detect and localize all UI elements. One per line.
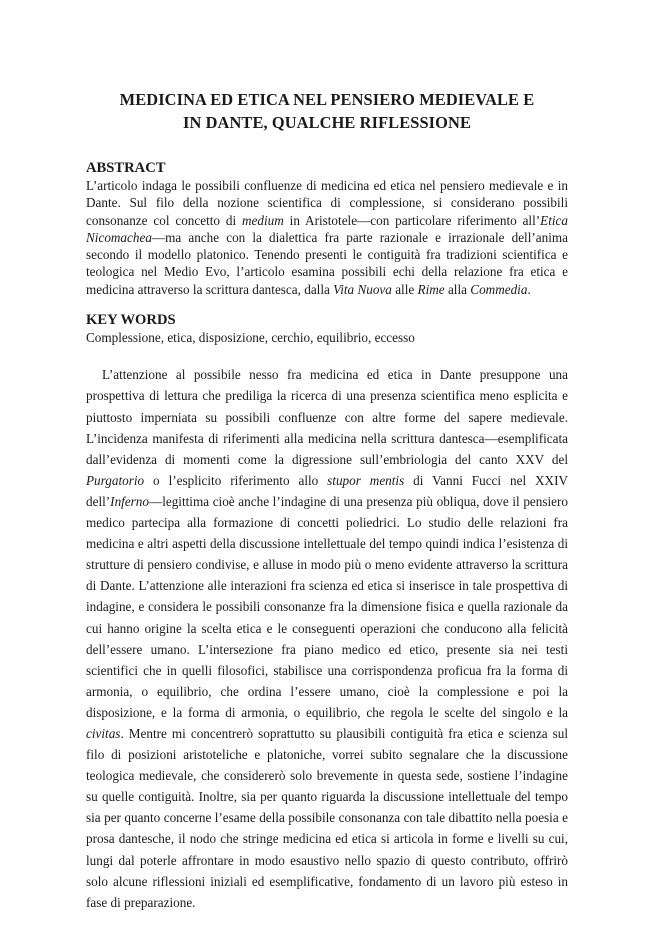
body-italic-title: Inferno [110,493,149,509]
abstract-italic-title: Commedia [470,281,528,297]
abstract-heading: ABSTRACT [86,160,166,176]
article-page [86,88,568,913]
body-text-segment: . Mentre mi concentrerò soprattutto su plausibili contiguità fra etica e scienza sul filo di posizioni aristoteliche e platoniche, vorrei subito segnalare che la discussione teologica medievale, che considererò solo brevemente in questa sede, sostiene l’indagine su quelle contiguità. Inoltre, sia per quanto riguarda la discussione intellettuale del tempo sia per quanto concerne l’esame della possibile consonanza con tale dibattito nella poesia e prosa dantesche, il nodo che stringe medicina ed etica si articola in forme e livelli su cui, lungi dal poterle affrontare in modo esaustivo nello spazio di questo contributo, offrirò solo alcune riflessioni iniziali ed esemplificative, fondamento di un lavoro più esteso in fase di preparazione. [86,725,568,910]
abstract-text-segment: —ma anche con la dialettica fra parte razionale e irrazionale dell’anima secondo il modello platonico. Tenendo presenti le contiguità fra tradizioni scientifica e teologica nel Medio Evo, l’articolo esamina possibili echi della relazione fra etica e medicina attraverso la scrittura dantesca, dalla [86,229,568,297]
keywords-heading: KEY WORDS [86,312,176,329]
abstract-italic-term: medium [242,212,284,228]
body-text-segment: o l’esplicito riferimento allo [144,472,328,488]
abstract-text-segment: in Aristotele—con particolare riferimento all’ [283,212,541,228]
body-text-segment: —legittima cioè anche l’indagine di una presenza più obliqua, dove il pensiero medico partecipa alla formazione di concetti poliedrici. Lo studio delle relazioni fra medicina e altri aspetti della discussione intellettuale del tempo quindi indica l’esistenza di strutture di pensiero condivise, e alluse in modo più o meno evidente attraverso la scrittura di Dante. L’attenzione alle interazioni fra scienza ed etica si inserisce in tale prospettiva di indagine, e considera le possibili consonanze fra la dimensione fisica e quella razionale da cui hanno origine la scelta etica e le conseguenti operazioni che conducono alla felicità dell’essere umano. L’intersezione fra piano medico ed etico, presente sia nei testi scientifici che in quelli filosofici, stabilisce una corrispondenza proficua fra la forma di armonia, o equilibrio, che ordina l’essere umano, cioè la complessione e poi la disposizione, e la forma di armonia, o equilibrio, che regola le scelte del singolo e la [86,493,568,720]
body-italic-term: stupor mentis [327,472,405,488]
abstract-text-segment: L’articolo indaga le possibili confluenze di medicina ed etica nel pensiero medievale e in Dante. Sul filo della nozione scientifica di complessione, si considerano possibili consonanze col concetto di [86,178,568,228]
abstract-text-segment: alle [391,281,418,297]
abstract-italic-title: Etica Nicomachea [86,212,568,245]
abstract-text-segment: . [527,281,531,297]
abstract-italic-title: Vita Nuova [333,281,392,297]
body-text-segment: L’attenzione al possibile nesso fra medicina ed etica in Dante presuppone una prospettiva di lettura che prediliga la ricerca di una presenza scientifica meno esplicita e piuttosto imperniata su possibili confluenze con altre forme del sapere medievale. L’incidenza manifesta di riferimenti alla medicina nella scrittura dantesca—esemplificata dall’evidenza di momenti come la digressione sull’embriologia del canto XXV del [86,367,568,467]
title-line-1: MEDICINA ED ETICA NEL PENSIERO MEDIEVALE E [119,90,535,109]
abstract-text-segment: alla [444,281,471,297]
body-italic-title: Purgatorio [86,472,145,488]
body-text-segment: di Vanni Fucci nel XXIV dell’ [86,472,568,509]
abstract-italic-title: Rime [417,281,445,297]
abstract-text [86,177,568,298]
keywords-text: Complessione, etica, disposizione, cerchio, equilibrio, eccesso [86,330,415,346]
body-paragraph [86,364,568,912]
body-italic-term: civitas [86,725,121,741]
title-line-2: IN DANTE, QUALCHE RIFLESSIONE [183,113,471,132]
article-title [86,88,568,134]
